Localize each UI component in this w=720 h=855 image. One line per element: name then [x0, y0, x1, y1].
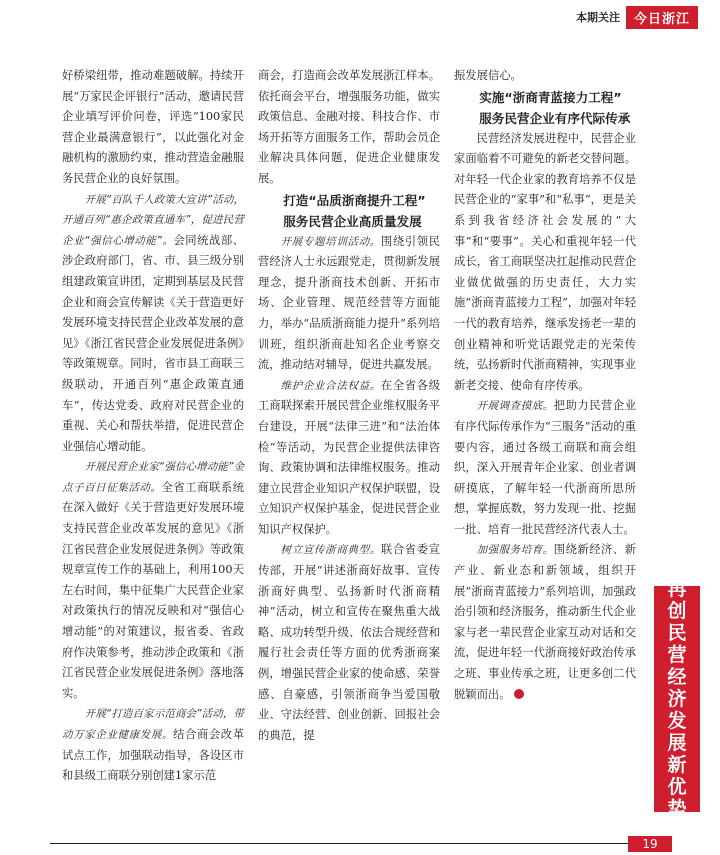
- paragraph-text: 在全省各级工商联探索开展民营企业维权服务平台建设，开展“法律三进”和“法治体检”等活动，为民营企业提供法律咨询、政策协调和法律维权服务。推动建立民营企业知识产权保护联盟，设立知识产权保护基金，促进民营企业知识产权保护。: [258, 378, 440, 536]
- section-title-line: 服务民营企业有序代际传承: [479, 110, 631, 126]
- paragraph: [62, 190, 244, 458]
- paragraph: [454, 396, 636, 540]
- column-1: [62, 66, 244, 787]
- paragraph: [258, 540, 440, 746]
- paragraph-text: 会同统战部、涉企政府部门，省、市、县三级分别组建政策宣讲团，定期到基层及民营企业和商会宣传解读《关于营造更好发展环境支持民营企业改革发展的意见》《浙江省民营企业发展促进条例》等政策规章。同时，省市县工商联三级联动，开通百列“惠企政策直通车”，传达党委、政府对民营企业的重视、关心和帮扶举措，促进民营企业强信心增动能。: [62, 233, 244, 453]
- paragraph-text: 围绕新经济、新产业、新业态和新领域，组织开展“浙商青蓝接力”系列培训，加强政治引领和经济服务，推动新生代企业家与老一辈民营企业家互动对话和交流，促进年轻一代浙商接好政治传承之班、事业传承之班，让更多创二代脱颖而出。: [454, 543, 636, 701]
- section-title-line: 打造“品质浙商提升工程”: [283, 192, 426, 208]
- banner-char: 展: [667, 732, 687, 754]
- banner-char: 经: [667, 666, 687, 688]
- paragraph-keyword: 树立宣传浙商典型。: [280, 544, 381, 557]
- section-title: [454, 87, 636, 129]
- paragraph-keyword: 加强服务培育。: [476, 544, 554, 557]
- paragraph: [62, 457, 244, 704]
- banner-char: 济: [667, 688, 687, 710]
- paragraph-keyword: 维护企业合法权益。: [280, 379, 381, 392]
- banner-char: 势: [667, 798, 687, 820]
- paragraph: 振发展信心。: [454, 69, 522, 82]
- banner-char: 民: [667, 622, 687, 644]
- paragraph: 好桥梁纽带，推动难题破解。持续开展“万家民企评银行”活动，邀请民营企业填写评价问卷，评选“100家民营企业最满意银行”，以此强化对金融机构的激励约束，推动营造金融服务民营企业的良好氛围。: [62, 69, 244, 185]
- section-title-line: 实施“浙商青蓝接力工程”: [479, 89, 622, 105]
- banner-char: 新: [667, 754, 687, 776]
- section-title: [258, 190, 440, 232]
- paragraph-text: 联合省委宣传部，开展“讲述浙商好故事、宣传浙商好典型、弘扬新时代浙商精神”活动，树立和宣传在聚焦重大战略、成功转型升级、依法合规经营和履行社会责任等方面的优秀浙商案例，增强民营企业家的使命感、荣誉感、自豪感，引领浙商争当爱国敬业、守法经营、创业创新、回报社会的典范，提: [258, 543, 440, 742]
- banner-char: 优: [667, 776, 687, 798]
- paragraph: [258, 376, 440, 541]
- paragraph-text: 全省工商联系统在深入做好《关于营造更好发展环境支持民营企业改革发展的意见》《浙江省民营企业发展促进条例》等政策规章宣传工作的基础上，利用100天左右时间，集中征集广大民营企业家对政策执行的情况反映和对“强信心增动能”的对策建议，报省委、省政府作决策参考，推动涉企政策和《浙江省民营企业发展促进条例》落地落实。: [62, 480, 244, 700]
- paragraph-keyword: 开展“百队千人政策大宣讲”活动，开通百列“惠企政策直通车”，促进民营企业“强信心增动能”。: [62, 193, 244, 247]
- page-number: 19: [628, 836, 672, 852]
- banner-char: 再: [667, 578, 687, 600]
- paragraph: [258, 232, 440, 376]
- banner-char: 创: [667, 600, 687, 622]
- paragraph: [62, 704, 244, 786]
- paragraph-keyword: 开展专题培训活动。: [280, 235, 381, 248]
- end-mark-icon: [514, 689, 524, 699]
- column-2: [258, 66, 440, 746]
- column-3: [454, 66, 636, 705]
- brand-logo: 今日浙江: [626, 6, 698, 29]
- side-banner: [654, 578, 700, 820]
- paragraph-keyword: 开展调查摸底。: [476, 400, 554, 413]
- footer-rule: [50, 843, 640, 844]
- section-title-line: 服务民营企业高质量发展: [283, 213, 422, 229]
- paragraph-text: 结合商会改革试点工作，加强联动指导，各设区市和县级工商联分别创建1家示范: [62, 728, 244, 783]
- paragraph: 民营经济发展进程中，民营企业家面临着不可避免的新老交替问题。对年轻一代企业家的教育培养不仅是民营企业的“家事”和“私事”，更是关系到我省经济社会发展的“大事”和“要事”。关心和重视年轻一代成长，省工商联坚决扛起推动民营企业做优做强的历史责任，大力实施“浙商青蓝接力工程”，加强对年轻一代的教育培养，继承发扬老一辈的创业精神和听党话跟党走的光荣传统，弘扬新时代浙商精神，实现事业新老交接、使命有序传承。: [454, 131, 636, 392]
- paragraph: [454, 540, 636, 705]
- banner-char: 营: [667, 644, 687, 666]
- paragraph-text: 把助力民营企业有序代际传承作为“三服务”活动的重要内容，通过各级工商联和商会组织，深入开展青年企业家、创业者调研摸底，了解年轻一代浙商所思所想，掌握底数，努力发现一批、挖掘一批、培育一批民营经济代表人士。: [454, 399, 636, 536]
- section-label: 本期关注: [575, 11, 620, 24]
- paragraph-keyword: 开展“打造百家示范商会”活动，带动万家企业健康发展。: [62, 708, 244, 741]
- paragraph: 商会，打造商会改革发展浙江样本。依托商会平台，增强服务功能，做实政策信息、金融对接、科技合作、市场开拓等方面服务工作，帮助会员企业解决具体问题，促进企业健康发展。: [258, 69, 440, 185]
- page-header: [576, 6, 698, 28]
- paragraph-text: 围绕引领民营经济人士永远跟党走，贯彻新发展理念，提升浙商技术创新、开拓市场、企业管理、规范经营等方面能力，举办“品质浙商能力提升”系列培训班，组织浙商赴知名企业考察交流，推动结对辅导，促进共赢发展。: [258, 234, 440, 372]
- banner-char: 发: [667, 710, 687, 732]
- paragraph-keyword: 开展民营企业家“强信心增动能”金点子百日征集活动。: [62, 461, 244, 494]
